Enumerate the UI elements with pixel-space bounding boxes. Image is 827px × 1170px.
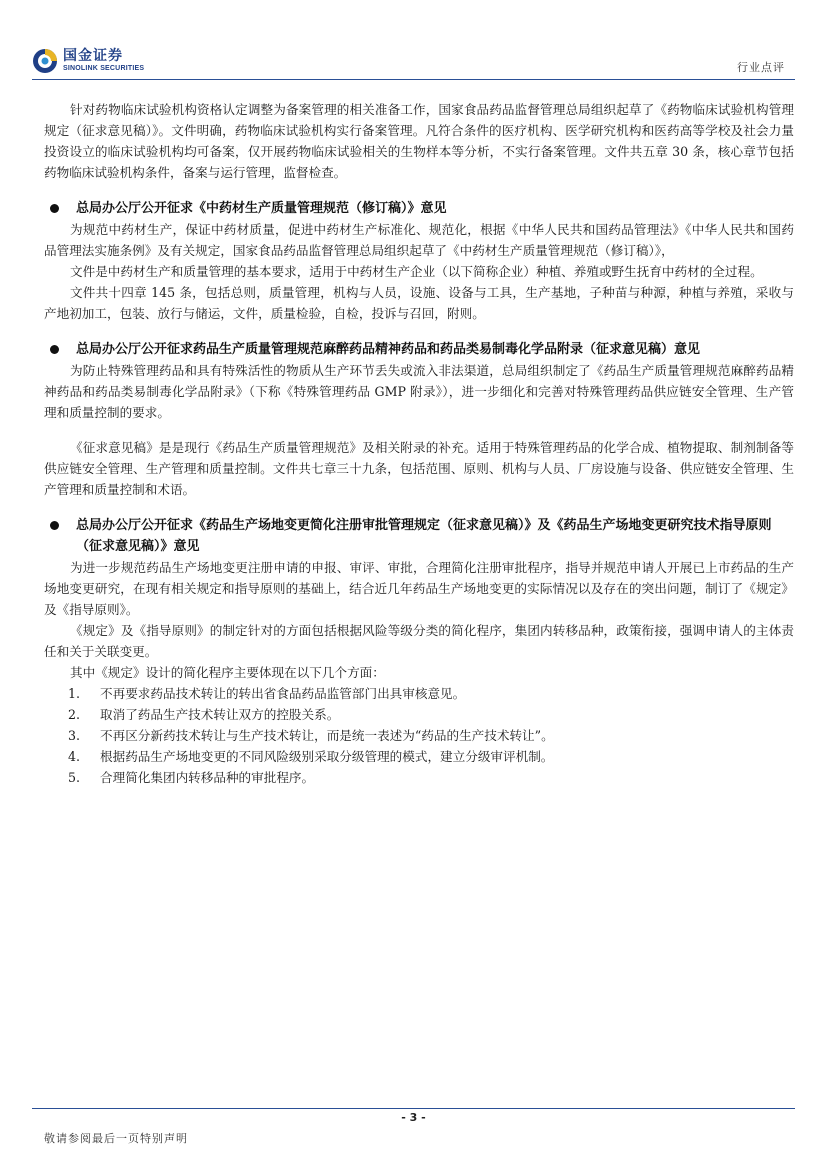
disclaimer-note: 敬请参阅最后一页特别声明 xyxy=(44,1132,188,1145)
section-paragraph: 为防止特殊管理药品和具有特殊活性的物质从生产环节丢失或流入非法渠道，总局组织制定了《药品生产质量管理规范麻醉药品精神药品和药品类易制毒化学品附录》（下称《特殊管理药品 GMP 附录》），进一步细化和完善对特殊管理药品供应链安全管理、生产管理和质量控制的要求。 xyxy=(44,363,794,420)
intro-paragraph: 针对药物临床试验机构资格认定调整为备案管理的相关准备工作，国家食品药品监督管理总局组织起草了《药物临床试验机构管理规定（征求意见稿）》。文件明确，药物临床试验机构实行备案管理。凡符合条件的医疗机构、医学研究机构和医药高等学校及社会力量投资设立的临床试验机构均可备案，仅开展药物临床试验相关的生物样本等分析，不实行备案管理。文件共五章 30 条，核心章节包括药物临床试验机构条件，备案与运行管理，监督检查。 xyxy=(44,102,794,180)
list-item: 4. 根据药品生产场地变更的不同风险级别采取分级管理的模式，建立分级审评机制。 xyxy=(68,749,554,764)
list-item: 1. 不再要求药品技术转让的转出省食品药品监管部门出具审核意见。 xyxy=(68,686,466,701)
logo-chinese-name: 国金证券 xyxy=(63,48,123,64)
page-number: - 3 - xyxy=(401,1111,426,1124)
section-site-change xyxy=(44,515,794,788)
section-tcm-gap xyxy=(44,198,794,324)
report-type-label: 行业点评 xyxy=(737,61,785,74)
list-item: 5. 合理简化集团内转移品种的审批程序。 xyxy=(68,770,315,785)
bullet-icon xyxy=(50,521,59,530)
section-heading xyxy=(44,339,794,360)
section-paragraph: 为进一步规范药品生产场地变更注册申请的申报、审评、审批，合理简化注册审批程序，指导并规范申请人开展已上市药品的生产场地变更研究，在现有相关规定和指导原则的基础上，结合近几年药品生产场地变更的实际情况以及存在的突出问题，制订了《规定》及《指导原则》。 xyxy=(44,560,794,617)
list-item: 3. 不再区分新药技术转让与生产技术转让，而是统一表述为“药品的生产技术转让”。 xyxy=(68,728,554,743)
main-content xyxy=(44,99,794,788)
header-divider xyxy=(32,79,795,80)
logo-english-name: SINOLINK SECURITIES xyxy=(63,65,145,72)
section-paragraph: 《规定》及《指导原则》的制定针对的方面包括根据风险等级分类的简化程序，集团内转移品种，政策衔接，强调申请人的主体责任和关于关联变更。 xyxy=(44,623,794,659)
section-title: 总局办公厅公开征求《药品生产场地变更简化注册审批管理规定（征求意见稿）》及《药品生产场地变更研究技术指导原则（征求意见稿）》意见 xyxy=(76,518,772,554)
section-paragraph: 其中《规定》设计的简化程序主要体现在以下几个方面： xyxy=(70,665,385,680)
section-paragraph: 文件共十四章 145 条，包括总则，质量管理，机构与人员，设施、设备与工具，生产基地，子种苗与种源，种植与养殖，采收与产地初加工，包装、放行与储运，文件，质量检验，自检，投诉与召回，附则。 xyxy=(44,285,794,321)
section-special-drug-gmp xyxy=(44,339,794,500)
section-paragraph: 为规范中药材生产，保证中药材质量，促进中药材生产标准化、规范化，根据《中华人民共和国药品管理法》《中华人民共和国药品管理法实施条例》及有关规定，国家食品药品监督管理总局组织起草了《中药材生产质量管理规范（修订稿）》， xyxy=(44,222,794,258)
section-heading xyxy=(44,515,794,557)
bullet-icon xyxy=(50,204,59,213)
section-paragraph: 《征求意见稿》是是现行《药品生产质量管理规范》及相关附录的补充。适用于特殊管理药品的化学合成、植物提取、制剂制备等供应链安全管理、生产管理和质量控制。文件共七章三十九条，包括范围、原则、机构与人员、厂房设施与设备、供应链安全管理、生产管理和质量控制和术语。 xyxy=(44,440,794,497)
section-title: 总局办公厅公开征求药品生产质量管理规范麻醉药品精神药品和药品类易制毒化学品附录（征求意见稿）意见 xyxy=(76,342,701,357)
section-paragraph: 文件是中药材生产和质量管理的基本要求，适用于中药材生产企业（以下简称企业）种植、养殖或野生抚育中药材的全过程。 xyxy=(70,264,763,279)
logo-icon xyxy=(32,48,58,74)
section-title: 总局办公厅公开征求《中药材生产质量管理规范（修订稿）》意见 xyxy=(76,201,447,216)
section-heading xyxy=(44,198,794,219)
list-item: 2. 取消了药品生产技术转让双方的控股关系。 xyxy=(68,707,340,722)
bullet-icon xyxy=(50,345,59,354)
footer-divider xyxy=(32,1108,795,1109)
page-header xyxy=(0,0,827,84)
company-logo xyxy=(32,48,144,74)
numbered-list xyxy=(44,683,794,788)
